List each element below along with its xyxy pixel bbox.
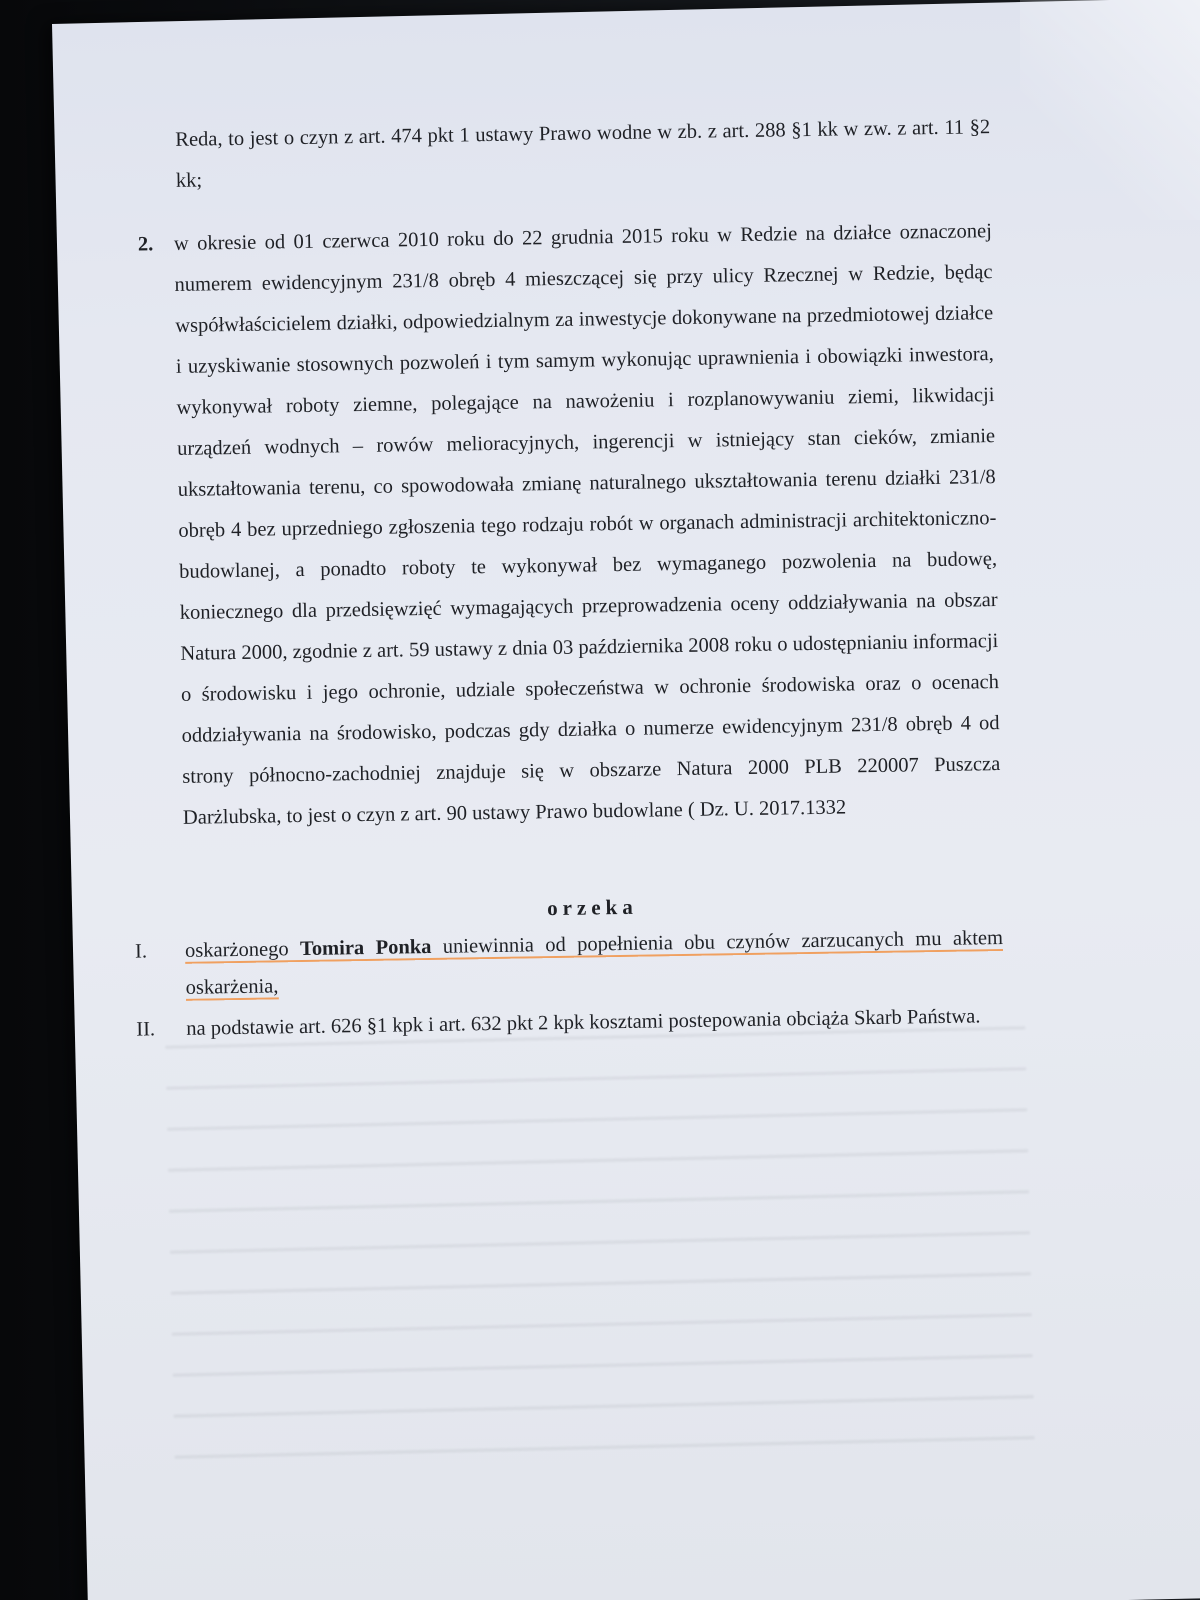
ruling-numeral: II.: [136, 1018, 156, 1041]
charge-item-2: [137, 211, 1002, 839]
item-number: 2.: [137, 233, 154, 256]
ruling-item-2-text: na podstawie art. 626 §1 kpk i art. 632 pkt 2 kpk kosztami postepowania obciąża Skarb Państwa.: [186, 1005, 981, 1040]
defendant-name: Tomira Ponka: [299, 935, 432, 961]
highlighted-ruling: [185, 927, 1003, 1001]
document-body: [134, 107, 1004, 1048]
intro-paragraph: Reda, to jest o czyn z art. 474 pkt 1 ustawy Prawo wodne w zb. z art. 288 §1 kk w zw. z art. 11 §2 kk;: [175, 116, 991, 192]
ruling-text-prefix: oskarżonego: [184, 938, 289, 962]
ruling-numeral: I.: [134, 940, 148, 963]
charge-item-2-text: w okresie od 01 czerwca 2010 roku do 22 grudnia 2015 roku w Redzie na działce oznaczonej numerem ewidencyjnym 231/8 obręb 4 mieszczącej się przy ulicy Rzecznej w Redzie, będąc współwłaścicielem działki, odpowiedzialnym za inwestycje dokonywane na przedmiotowej działce i uzyskiwanie stosownych pozwoleń i tym samym wykonując uprawnienia i obowiązki inwestora, wykonywał roboty ziemne, polegające na nawożeniu i rozplanowywaniu ziemi, likwidacji urządzeń wodnych – rowów melioracyjnych, ingerencji w istniejący stan cieków, zmianie ukształtowania terenu, co spowodowała zmianę naturalnego ukształtowania terenu działki 231/8 obręb 4 bez uprzedniego zgłoszenia tego rodzaju robót w organach administracji architektoniczno-budowlanej, a ponadto roboty te wykonywał bez wymaganego pozwolenia na budowę, koniecznego dla przedsięwzięć wymagających przeprowadzenia oceny oddziaływania na obszar Natura 2000, zgodnie z art. 59 ustawy z dnia 03 października 2008 roku o udostępnianiu informacji o środowisku i jego ochronie, udziale społeczeństwa w ochronie środowiska oraz o ocenach oddziaływania na środowisko, podczas gdy działka o numerze ewidencyjnym 231/8 obręb 4 od strony północno-zachodniej znajduje się w obszarze Natura 2000 PLB 220007 Puszcza Darżlubska, to jest o czyn z art. 90 ustawy Prawo budowlane ( Dz. U. 2017.1332: [173, 220, 1001, 829]
ruling-text-suffix: uniewinnia od popełnienia obu czynów zarzucanych mu aktem oskarżenia,: [185, 927, 1004, 999]
show-through-text: [165, 1000, 1035, 1489]
ruling-heading: orzeka: [546, 894, 638, 921]
ruling-item-1: [134, 920, 1004, 1007]
